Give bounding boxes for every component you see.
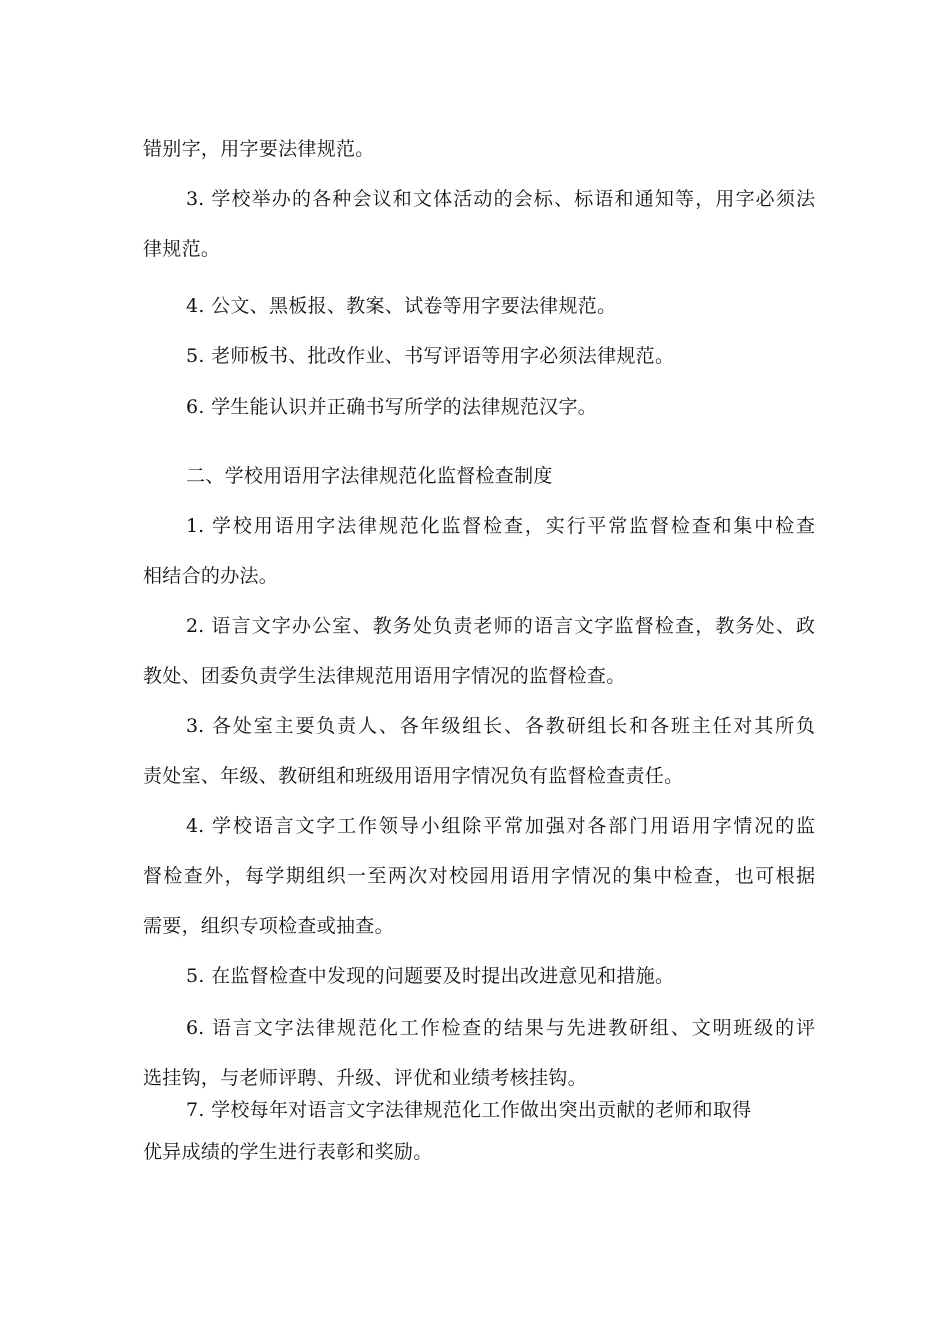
text-line: 相结合的办法。 — [143, 565, 279, 587]
text-line: 5. 在监督检查中发现的问题要及时提出改进意见和措施。 — [186, 965, 675, 987]
text-line: 责处室、年级、教研组和班级用语用字情况负有监督检查责任。 — [143, 765, 684, 787]
text-line: 律规范。 — [143, 238, 221, 260]
text-line: 3. 学校举办的各种会议和文体活动的会标、标语和通知等，用字必须法 — [186, 188, 815, 210]
text-line: 4. 学校语言文字工作领导小组除平常加强对各部门用语用字情况的监 — [186, 815, 815, 837]
text-line: 1. 学校用语用字法律规范化监督检查，实行平常监督检查和集中检查 — [186, 515, 815, 537]
text-line: 错别字，用字要法律规范。 — [143, 138, 375, 160]
text-line: 7. 学校每年对语言文字法律规范化工作做出突出贡献的老师和取得 — [186, 1099, 752, 1121]
text-line: 6. 语言文字法律规范化工作检查的结果与先进教研组、文明班级的评 — [186, 1017, 815, 1039]
text-line: 选挂钩，与老师评聘、升级、评优和业绩考核挂钩。 — [143, 1067, 587, 1089]
text-line: 需要，组织专项检查或抽查。 — [143, 915, 394, 937]
text-line: 优异成绩的学生进行表彰和奖励。 — [143, 1141, 433, 1163]
section-heading: 二、学校用语用字法律规范化监督检查制度 — [186, 465, 553, 487]
text-line: 4. 公文、黑板报、教案、试卷等用字要法律规范。 — [186, 295, 617, 317]
text-line: 5. 老师板书、批改作业、书写评语等用字必须法律规范。 — [186, 345, 675, 367]
text-line: 督检查外，每学期组织一至两次对校园用语用字情况的集中检查，也可根据 — [143, 865, 815, 887]
text-line: 3. 各处室主要负责人、各年级组长、各教研组长和各班主任对其所负 — [186, 715, 815, 737]
text-line: 6. 学生能认识并正确书写所学的法律规范汉字。 — [186, 396, 598, 418]
text-line: 2. 语言文字办公室、教务处负责老师的语言文字监督检查，教务处、政 — [186, 615, 815, 637]
text-line: 教处、团委负责学生法律规范用语用字情况的监督检查。 — [143, 665, 626, 687]
